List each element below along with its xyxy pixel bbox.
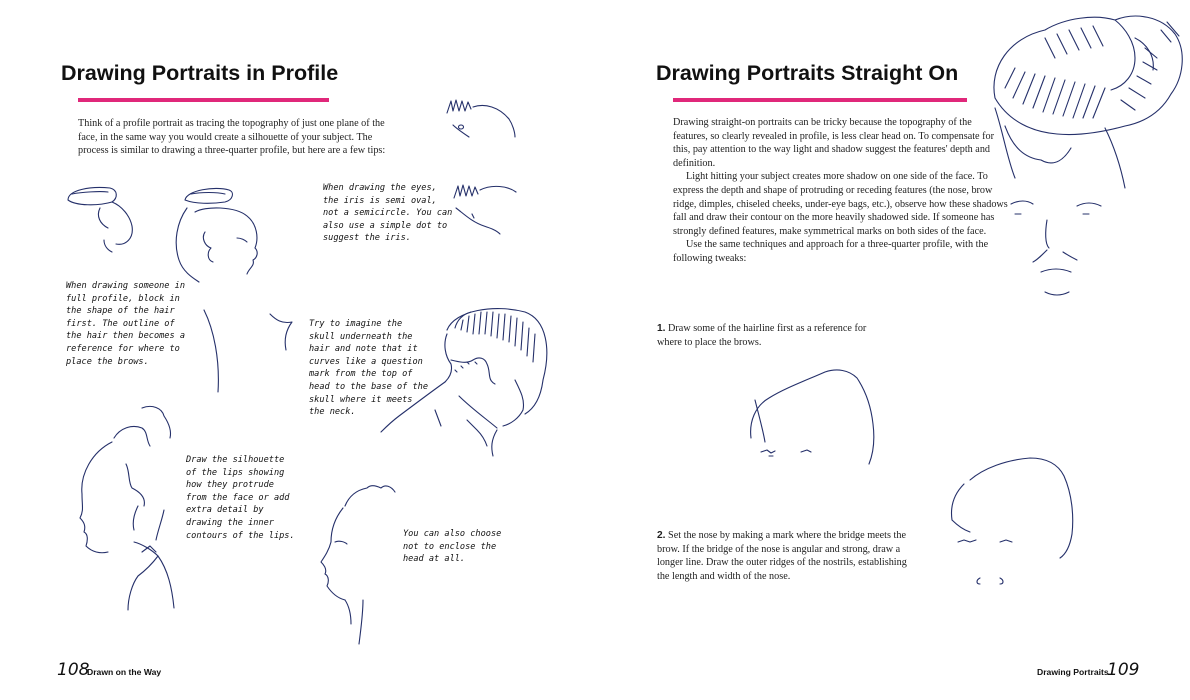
eye-sketch-top <box>443 95 523 155</box>
left-title-rule <box>78 98 329 102</box>
right-page-title: Drawing Portraits Straight On <box>656 61 959 85</box>
left-intro-text <box>78 117 405 158</box>
right-page <box>595 0 1190 700</box>
step-1 <box>657 322 885 349</box>
right-page-number: 109 <box>1107 660 1140 680</box>
right-body-text <box>673 116 1009 266</box>
right-running-footer: Drawing Portraits <box>1037 667 1109 677</box>
step-2 <box>657 529 907 583</box>
lips-profile-sketch <box>72 402 192 612</box>
hair-block-sketch <box>60 180 150 255</box>
step-1-number: 1. <box>657 323 666 334</box>
eye-sketch-middle <box>450 178 530 238</box>
note-head: You can also choose not to enclose the head at all. <box>403 529 502 565</box>
step1-hairline-sketch <box>745 360 885 470</box>
right-title-rule <box>673 98 967 102</box>
step-2-number: 2. <box>657 530 666 541</box>
note-lips: Draw the silhouette of the lips showing how they protrude from the face or add extra detail by drawing the inner contours of the lips. <box>186 455 295 541</box>
left-running-footer: Drawn on the Way <box>87 667 162 677</box>
step-2-text: Set the nose by making a mark where the bridge meets the brow. If the bridge of the nose is angular and strong, draw a longer line. Draw the outer ridges of the nostrils, establishing the length and width of the nose. <box>657 530 907 582</box>
note-eyes: When drawing the eyes, the iris is semi oval, not a semicircle. You can also use a simple dot to suggest the iris. <box>323 183 453 244</box>
left-intro-paragraph: Think of a profile portrait as tracing the topography of just one plane of the face, in the same way you would create a silhouette of your subject. The process is similar to drawing a three-quarter profile, but here are a few tips: <box>78 118 386 157</box>
left-page-title: Drawing Portraits in Profile <box>61 61 339 85</box>
note-hair: When drawing someone in full profile, block in the shape of the hair first. The outline of the hair then becomes a reference for where to place the brows. <box>66 281 185 367</box>
note-skull: Try to imagine the skull underneath the hair and note that it curves like a question mark from the top of head to the base of the skull where it meets the neck. <box>309 319 428 418</box>
step-1-text: Draw some of the hairline first as a reference for where to place the brows. <box>657 323 867 348</box>
neck-sketch <box>200 300 310 400</box>
right-paragraph-2: Light hitting your subject creates more shadow on one side of the face. To express the depth and shape of protruding or receding features (the nose, brow ridge, dimples, chiseled cheeks, under-eye bags, etc.), observe how these shadows fall and draw their contour on the more heavily shadowed side. If someone has strongly defined features, make symmetrical marks on both sides of the face. <box>673 171 1008 237</box>
open-head-sketch <box>305 478 405 648</box>
head-wrap-portrait-sketch <box>985 8 1190 298</box>
profile-hair-sketch <box>165 182 275 292</box>
right-paragraph-3: Use the same techniques and approach for a three-quarter profile, with the following tweaks: <box>673 239 989 264</box>
right-paragraph-1: Drawing straight-on portraits can be tricky because the topography of the features, so clearly revealed in profile, is less clear head on. To compensate for this, pay attention to the way light and shadow suggest the features' depth and definition. <box>673 117 995 169</box>
left-page-number: 108 <box>57 660 90 680</box>
step2-nose-sketch <box>940 450 1080 600</box>
